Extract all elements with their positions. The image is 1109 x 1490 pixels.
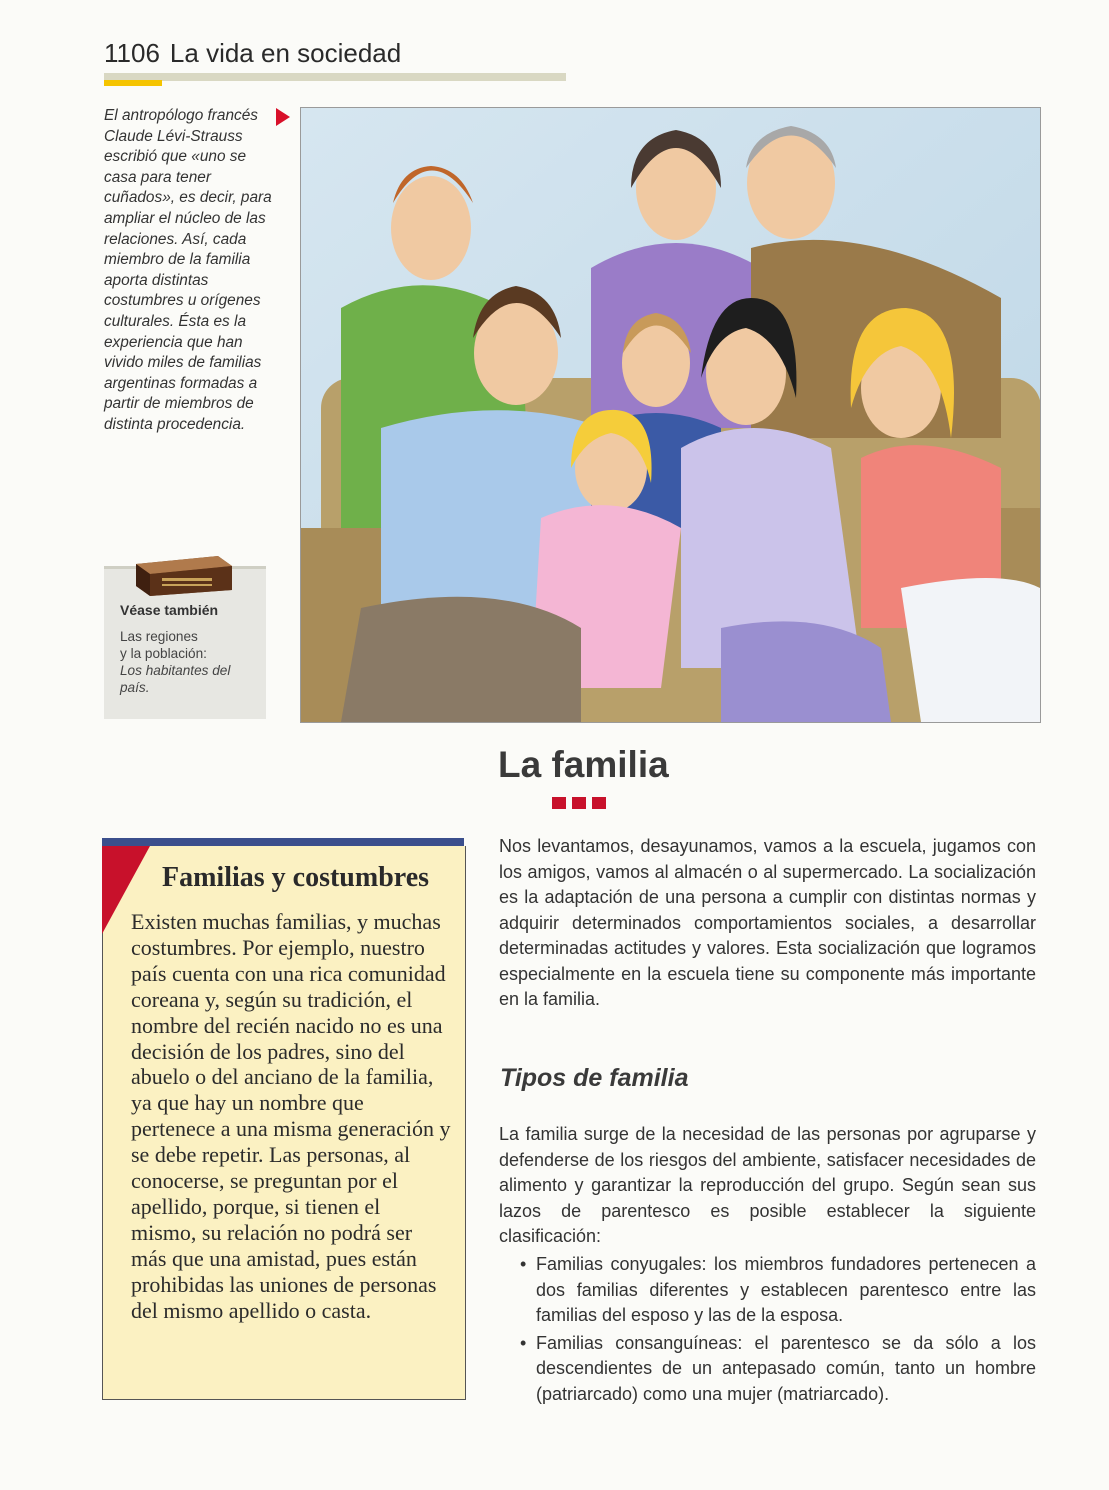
header-rule (104, 73, 566, 81)
ornament-square (552, 797, 566, 809)
list-item: • Familias conyugales: los miembros fundadores pertenecen a dos familias diferentes y establecen parentesco entre las familias del esposo y las de la esposa. (520, 1252, 1036, 1329)
family-types-list (520, 1252, 1036, 1409)
section-title: La vida en sociedad (169, 38, 402, 68)
callout-title: Familias y costumbres (162, 862, 430, 893)
see-also-title: Véase también (120, 602, 219, 618)
header-accent (104, 80, 162, 86)
ornament-square (592, 797, 606, 809)
ornament-square (572, 797, 586, 809)
page-header (104, 38, 401, 69)
title-ornament (552, 796, 612, 814)
see-also-body (120, 628, 260, 696)
types-paragraph: La familia surge de la necesidad de las personas por agruparse y defenderse de los riesgos del ambiente, satisfacer necesidades de alimento y garantizar la reproducción del grupo. Según sean sus lazos de parentesco es posible establecer la siguiente clasificación: (499, 1124, 1036, 1246)
article-title: La familia (498, 744, 669, 785)
family-illustration (300, 107, 1041, 723)
family-illustration-icon (301, 108, 1040, 722)
pointer-arrow-icon (276, 108, 290, 126)
page-number: 1106 (104, 38, 160, 68)
callout-top-bar (102, 838, 464, 846)
intro-paragraph: Nos levantamos, desayunamos, vamos a la escuela, jugamos con los amigos, vamos al almacén o al supermercado. La socialización es la adaptación de una persona a cumplir con distintas normas y adquirir determinados comportamientos sociales, a desarrollar determinadas actitudes y valores. Esta socialización que logramos especialmente en la escuela tiene su componente más importante en la familia. (499, 836, 1036, 1009)
see-also-line: y la población: (120, 646, 207, 661)
book-icon (132, 552, 236, 598)
see-also-line: Las regiones (120, 629, 198, 644)
list-item: • Familias consanguíneas: el parentesco se da sólo a los descendientes de un antepasado común, tanto un hombre (patriarcado) como una mujer (matriarcado). (520, 1331, 1036, 1408)
see-also-link[interactable]: Los habitantes del país. (120, 663, 231, 695)
sidebar-note: El antropólogo francés Claude Lévi-Strauss escribió que «uno se casa para tener cuñados», es decir, para ampliar el núcleo de las relaciones. Así, cada miembro de la familia aporta distintas costumbres u orígenes culturales. Ésta es la experiencia que han vivido miles de familias argentinas formadas a partir de miembros de distinta procedencia. (104, 107, 272, 433)
callout-body: Existen muchas familias, y muchas costumbres. Por ejemplo, nuestro país cuenta con una rica comunidad coreana y, según su tradición, el nombre del recién nacido no es una decisión de los padres, sino del abuelo o del anciano de la familia, ya que hay un nombre que pertenece a una misma generación y se debe repetir. Las personas, al conocerse, se preguntan por el apellido, porque, si tienen el mismo, su relación no podrá ser más que una amistad, pues están prohibidas las uniones de personas del mismo apellido o casta. (131, 909, 451, 1323)
section-subtitle: Tipos de familia (500, 1064, 689, 1092)
